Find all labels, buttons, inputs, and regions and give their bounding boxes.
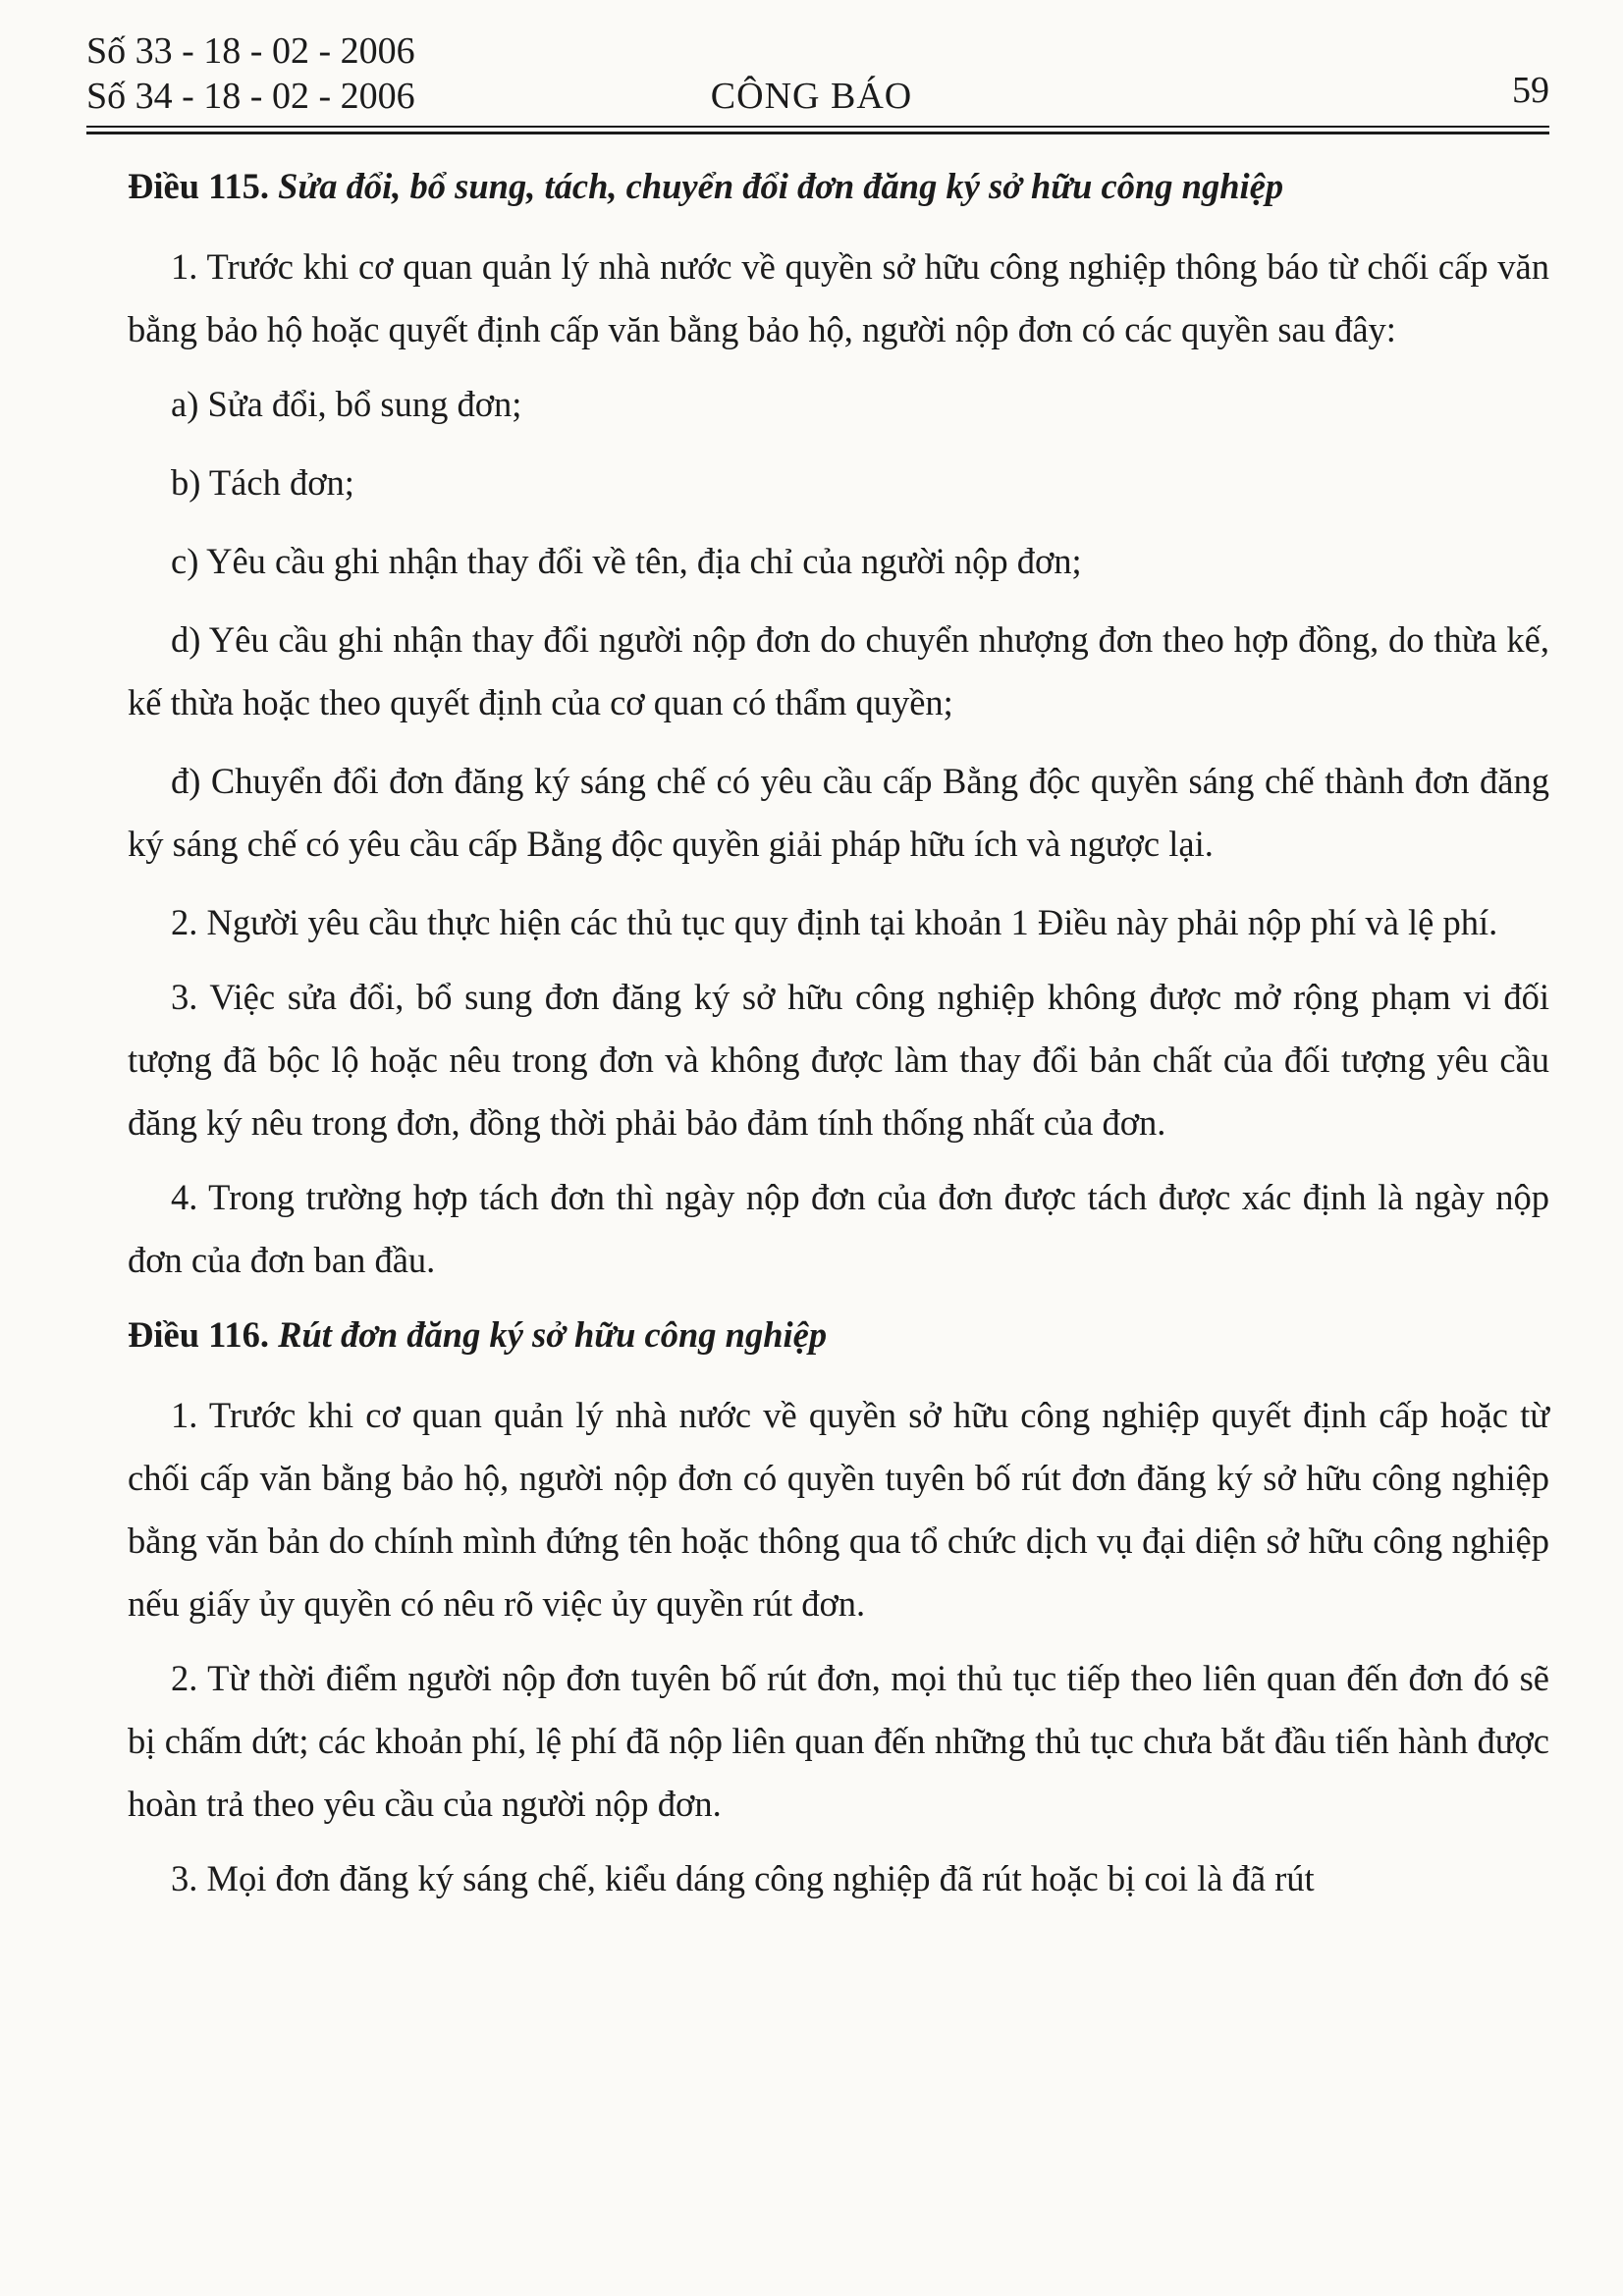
page-number: 59 — [1512, 70, 1549, 111]
header-rule-thick — [86, 132, 1549, 134]
issue-line-2: Số 34 - 18 - 02 - 2006 — [86, 76, 415, 117]
publication-title: CÔNG BÁO — [710, 76, 913, 117]
article-115-clause-2: 2. Người yêu cầu thực hiện các thủ tục quy định tại khoản 1 Điều này phải nộp phí và lệ phí. — [171, 902, 1498, 942]
article-116-title: Rút đơn đăng ký sở hữu công nghiệp — [278, 1314, 828, 1355]
article-116-clause-2: 2. Từ thời điểm người nộp đơn tuyên bố rút đơn, mọi thủ tục tiếp theo liên quan đến đơn đó sẽ bị chấm dứt; các khoản phí, lệ phí đã nộp liên quan đến những thủ tục chưa bắt đầu tiến hành được hoàn trả theo yêu cầu của người nộp đơn. — [128, 1658, 1549, 1824]
header-rule-thin — [86, 126, 1549, 128]
issue-line-1: Số 33 - 18 - 02 - 2006 — [86, 30, 415, 72]
article-115-item-d: d) Yêu cầu ghi nhận thay đổi người nộp đơn do chuyển nhượng đơn theo hợp đồng, do thừa kế, kế thừa hoặc theo quyết định của cơ quan có thẩm quyền; — [128, 619, 1549, 722]
article-115-clause-4: 4. Trong trường hợp tách đơn thì ngày nộp đơn của đơn được tách được xác định là ngày nộp đơn của đơn ban đầu. — [128, 1177, 1549, 1280]
article-115-clause-3: 3. Việc sửa đổi, bổ sung đơn đăng ký sở hữu công nghiệp không được mở rộng phạm vi đối tượng đã bộc lộ hoặc nêu trong đơn và không được làm thay đổi bản chất của đối tượng yêu cầu đăng ký nêu trong đơn, đồng thời phải bảo đảm tính thống nhất của đơn. — [128, 977, 1549, 1143]
article-115-title: Sửa đổi, bổ sung, tách, chuyển đổi đơn đăng ký sở hữu công nghiệp — [278, 166, 1284, 206]
article-116-heading — [128, 1304, 1549, 1366]
article-115-heading — [128, 155, 1549, 218]
article-115-item-dd: đ) Chuyển đổi đơn đăng ký sáng chế có yêu cầu cấp Bằng độc quyền sáng chế thành đơn đăng ký sáng chế có yêu cầu cấp Bằng độc quyền giải pháp hữu ích và ngược lại. — [128, 761, 1549, 864]
article-116-number: Điều 116. — [128, 1314, 269, 1355]
article-115-number: Điều 115. — [128, 166, 269, 206]
article-115-item-c: c) Yêu cầu ghi nhận thay đổi về tên, địa chỉ của người nộp đơn; — [171, 541, 1082, 581]
article-115-item-b: b) Tách đơn; — [171, 462, 354, 503]
article-116-clause-3: 3. Mọi đơn đăng ký sáng chế, kiểu dáng công nghiệp đã rút hoặc bị coi là đã rút — [171, 1858, 1315, 1898]
page-body — [128, 155, 1549, 1922]
article-116-clause-1: 1. Trước khi cơ quan quản lý nhà nước về quyền sở hữu công nghiệp quyết định cấp hoặc từ chối cấp văn bằng bảo hộ, người nộp đơn có quyền tuyên bố rút đơn đăng ký sở hữu công nghiệp bằng văn bản do chính mình đứng tên hoặc thông qua tổ chức dịch vụ đại diện sở hữu công nghiệp nếu giấy ủy quyền có nêu rõ việc ủy quyền rút đơn. — [128, 1395, 1549, 1624]
article-115-clause-1: 1. Trước khi cơ quan quản lý nhà nước về quyền sở hữu công nghiệp thông báo từ chối cấp văn bằng bảo hộ hoặc quyết định cấp văn bằng bảo hộ, người nộp đơn có các quyền sau đây: — [128, 246, 1549, 349]
article-115-item-a: a) Sửa đổi, bổ sung đơn; — [171, 384, 522, 424]
